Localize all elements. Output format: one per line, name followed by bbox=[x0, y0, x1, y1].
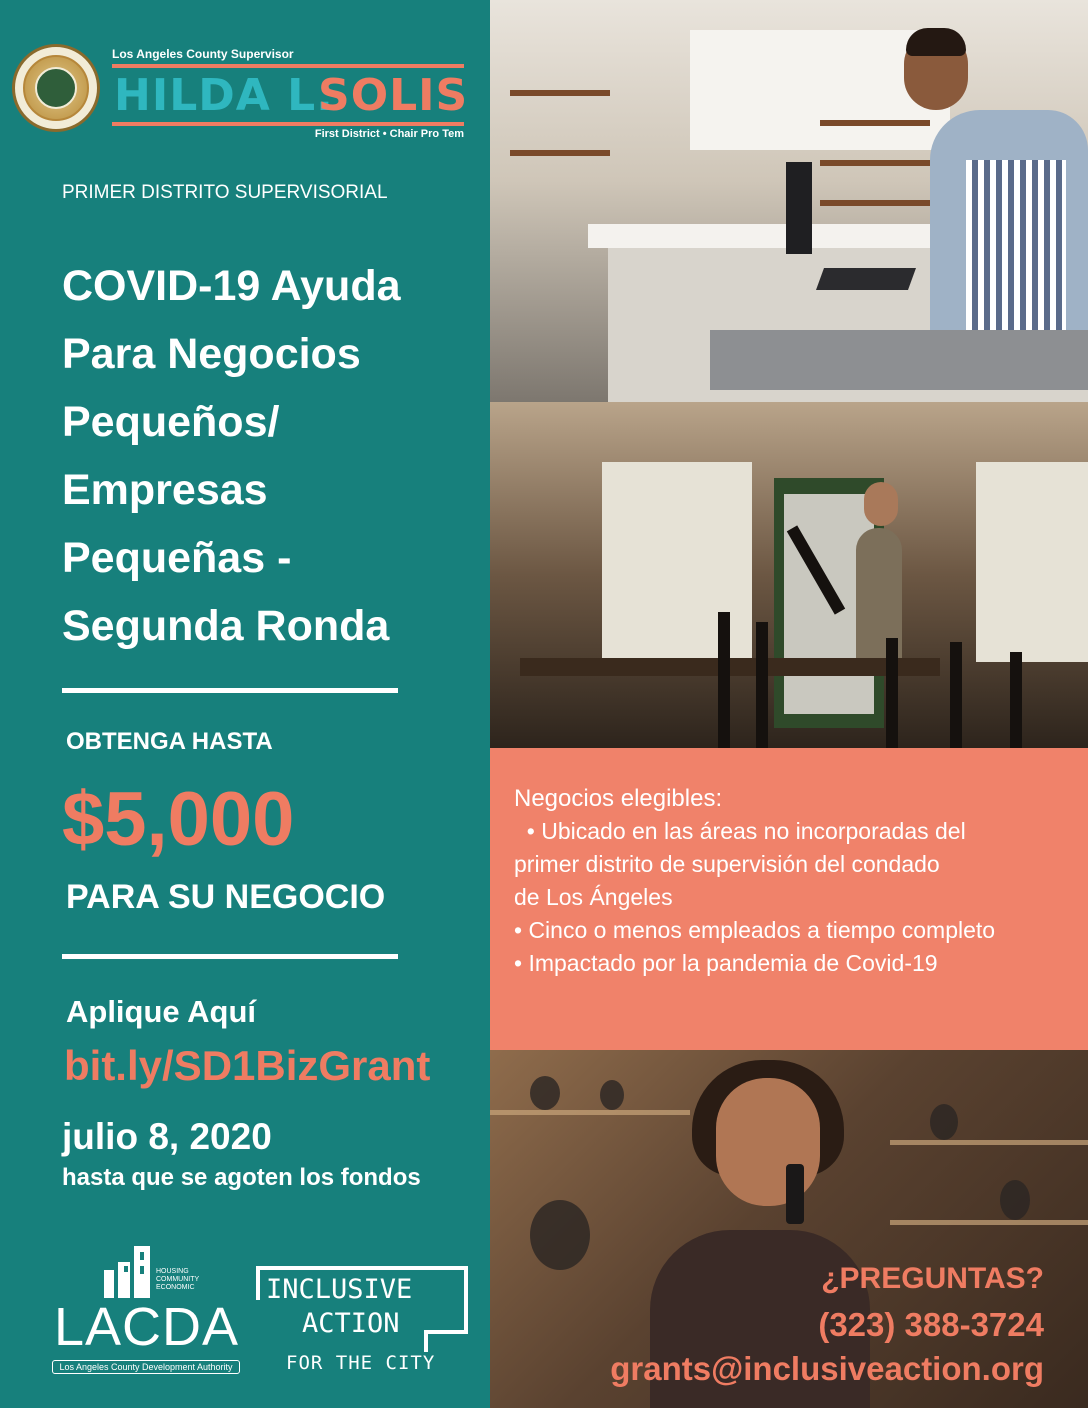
shelf bbox=[890, 1220, 1088, 1225]
headline-line: Pequeñas - bbox=[62, 534, 292, 582]
window bbox=[976, 462, 1088, 662]
chair-leg bbox=[886, 638, 898, 748]
apply-date: julio 8, 2020 bbox=[62, 1116, 272, 1157]
ia-line-1: INCLUSIVE bbox=[266, 1274, 413, 1305]
lacda-tagline: HOUSING COMMUNITY ECONOMIC bbox=[156, 1268, 200, 1291]
chair-leg bbox=[1010, 652, 1022, 748]
lacda-wordmark: LACDA bbox=[54, 1297, 240, 1357]
steel-counter bbox=[710, 330, 1088, 390]
eligibility-title: Negocios elegibles: bbox=[514, 785, 723, 812]
eligibility-item: de Los Ángeles bbox=[514, 884, 673, 910]
ia-frame bbox=[256, 1266, 468, 1270]
table bbox=[520, 658, 940, 676]
ia-frame bbox=[464, 1266, 468, 1330]
headline-line: COVID-19 Ayuda bbox=[62, 262, 401, 310]
woman-face bbox=[716, 1078, 820, 1206]
shelf bbox=[490, 1110, 690, 1115]
shelf bbox=[820, 120, 930, 126]
worker-head bbox=[864, 482, 898, 526]
shelf bbox=[890, 1140, 1088, 1145]
eligibility-item: • Ubicado en las áreas no incorporadas del bbox=[514, 818, 966, 844]
ia-frame bbox=[424, 1330, 428, 1352]
headline bbox=[62, 252, 482, 660]
seal-center bbox=[35, 67, 77, 109]
offer-lead: OBTENGA HASTA bbox=[66, 728, 273, 755]
pottery bbox=[600, 1080, 624, 1110]
headline-line: Segunda Ronda bbox=[62, 602, 390, 650]
ia-line-2: ACTION bbox=[302, 1308, 400, 1339]
headline-line: Empresas bbox=[62, 466, 268, 514]
photo-cafe-worker bbox=[490, 402, 1088, 748]
supervisor-label: Los Angeles County Supervisor bbox=[112, 47, 294, 61]
ia-frame bbox=[256, 1266, 260, 1300]
supervisor-last-name: SOLIS bbox=[318, 70, 469, 121]
register-monitor bbox=[786, 162, 812, 254]
shelf bbox=[820, 200, 930, 206]
header-rule-top bbox=[112, 64, 464, 68]
ia-frame bbox=[424, 1330, 468, 1334]
divider bbox=[62, 954, 398, 959]
shelf bbox=[510, 90, 610, 96]
apply-until: hasta que se agoten los fondos bbox=[62, 1164, 421, 1191]
chair-leg bbox=[718, 612, 730, 748]
supervisor-first-name: HILDA L. bbox=[114, 70, 334, 121]
lacda-logo bbox=[52, 1236, 242, 1382]
header-rule-bottom bbox=[112, 122, 464, 126]
divider bbox=[62, 688, 398, 693]
pottery bbox=[530, 1200, 590, 1270]
headline-line: Pequeños/ bbox=[62, 398, 280, 446]
eligibility-item: • Impactado por la pandemia de Covid-19 bbox=[514, 950, 938, 976]
chair-leg bbox=[756, 622, 768, 748]
inclusive-action-logo bbox=[256, 1266, 468, 1376]
eligibility-text bbox=[514, 782, 1074, 980]
contact-email[interactable]: grants@inclusiveaction.org bbox=[610, 1350, 1044, 1387]
pottery bbox=[1000, 1180, 1030, 1220]
offer-amount: $5,000 bbox=[62, 777, 295, 862]
photo-store-clerk bbox=[490, 0, 1088, 402]
chair-leg bbox=[950, 642, 962, 748]
clerk-hair bbox=[906, 28, 966, 56]
headline-line: Para Negocios bbox=[62, 330, 361, 378]
eligibility-panel bbox=[490, 748, 1088, 1050]
phone-icon bbox=[786, 1164, 804, 1224]
left-panel bbox=[0, 0, 490, 1408]
county-seal-icon bbox=[12, 44, 100, 132]
pottery bbox=[530, 1076, 560, 1110]
clerk-apron bbox=[966, 160, 1066, 330]
ia-line-3: FOR THE CITY bbox=[286, 1352, 436, 1374]
questions-label: ¿PREGUNTAS? bbox=[821, 1262, 1044, 1295]
lacda-full-name: Los Angeles County Development Authority bbox=[52, 1360, 240, 1374]
offer-tail: PARA SU NEGOCIO bbox=[66, 878, 386, 916]
apply-label: Aplique Aquí bbox=[66, 994, 256, 1029]
district-spanish-label: PRIMER DISTRITO SUPERVISORIAL bbox=[62, 182, 388, 203]
right-panel bbox=[490, 0, 1088, 1408]
contact-phone[interactable]: (323) 388-3724 bbox=[818, 1306, 1044, 1343]
register-keyboard bbox=[816, 268, 916, 290]
shelf bbox=[510, 150, 610, 156]
apply-link[interactable]: bit.ly/SD1BizGrant bbox=[64, 1042, 431, 1089]
pottery bbox=[930, 1104, 958, 1140]
eligibility-item: • Cinco o menos empleados a tiempo completo bbox=[514, 917, 996, 943]
district-label: First District • Chair Pro Tem bbox=[314, 128, 464, 140]
shelf bbox=[820, 160, 930, 166]
eligibility-item: primer distrito de supervisión del condado bbox=[514, 851, 940, 877]
